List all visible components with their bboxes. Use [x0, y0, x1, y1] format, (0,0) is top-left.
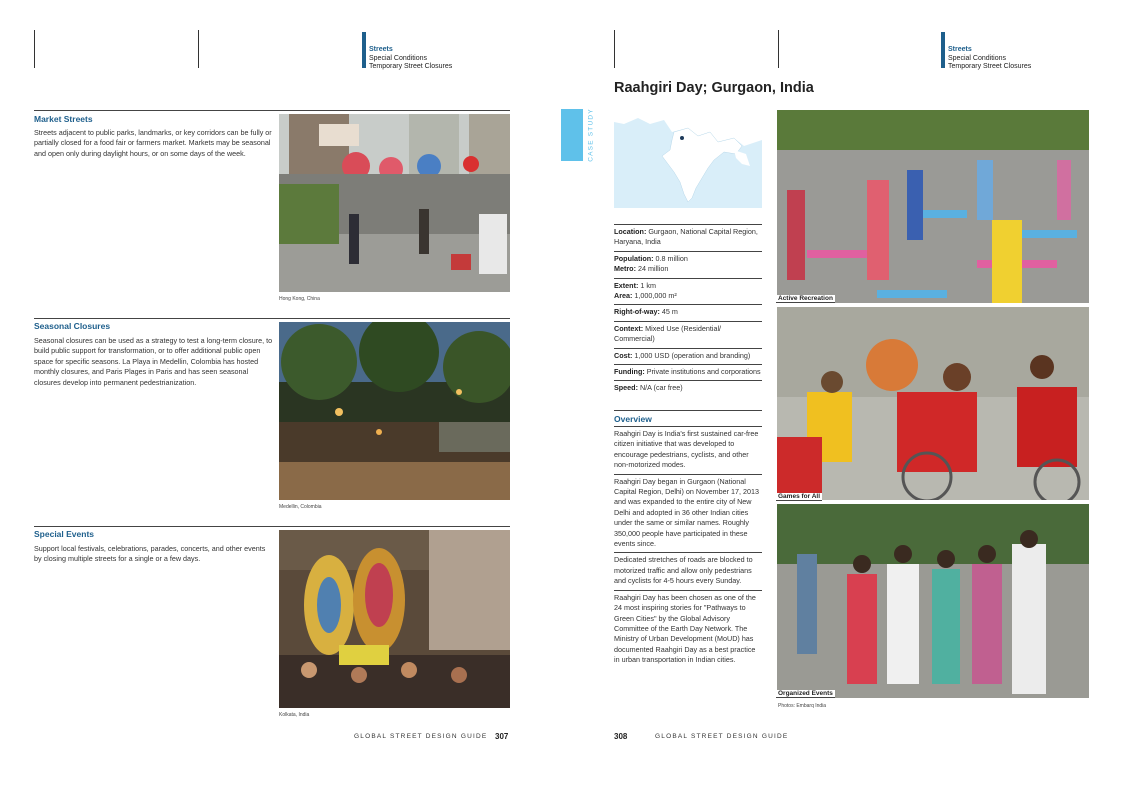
header-section: Streets — [369, 46, 393, 53]
header-tab-marker — [362, 32, 366, 68]
case-study-label — [584, 109, 598, 161]
photo-credit: Photos: Embarq India — [778, 703, 827, 709]
header-section: Streets — [948, 46, 972, 53]
fact-label: Funding: — [614, 367, 645, 377]
footer-title: GLOBAL STREET DESIGN GUIDE — [354, 733, 488, 740]
fact-label: Area: — [614, 291, 633, 301]
section-title-seasonal-closures: Seasonal Closures — [34, 321, 111, 331]
photo-label: Active Recreation — [778, 295, 833, 302]
page-number: 308 — [614, 732, 628, 741]
fact-right-of-way — [614, 304, 762, 320]
india-locator-map — [614, 110, 762, 208]
fact-value: Gurgaon, National Capital Region, Haryana, India — [614, 227, 758, 247]
page-title: Raahgiri Day; Gurgaon, India — [614, 80, 814, 96]
fact-label: Right-of-way: — [614, 307, 660, 317]
case-study-text: CASE STUDY — [587, 108, 595, 162]
fact-label: Cost: — [614, 350, 633, 360]
overview-section — [614, 410, 762, 669]
fact-value: 45 m — [659, 307, 678, 317]
fact-location — [614, 224, 762, 251]
section-rule — [34, 318, 510, 319]
overview-paragraph: Raahgiri Day began in Gurgaon (National Capital Region, Delhi) on November 17, 2013 and was expanded to the entire city of New Delhi and adopted in 36 other Indian cities under the same or similar names. Roughly 350,000 people have participated in these events since. — [614, 474, 762, 553]
fact-cost — [614, 348, 762, 364]
fact-value: 1 km — [638, 280, 656, 290]
photo-label: Games for All — [778, 493, 821, 500]
section-body-special-events: Support local festivals, celebrations, parades, concerts, and other events by closing multiple streets for a single or a few days. — [34, 544, 266, 564]
fact-value: 1,000,000 m² — [632, 291, 677, 301]
fact-funding — [614, 364, 762, 380]
fact-value: N/A (car free) — [637, 383, 683, 393]
footer-title: GLOBAL STREET DESIGN GUIDE — [655, 733, 789, 740]
fact-label: Metro: — [614, 264, 636, 274]
fact-population — [614, 251, 762, 278]
fact-value: 0.8 million — [653, 253, 688, 263]
fact-label: Speed: — [614, 383, 638, 393]
fact-label: Location: — [614, 227, 647, 236]
seasonal-closure-photo — [279, 322, 510, 500]
running-header-right — [948, 46, 1031, 72]
fact-label: Population: — [614, 253, 654, 263]
photo-caption: Medellin, Colombia — [279, 504, 322, 510]
running-header-left — [369, 46, 452, 72]
photo-caption: Hong Kong, China — [279, 296, 320, 302]
section-rule — [34, 110, 510, 111]
header-divider — [778, 30, 779, 68]
page-number: 307 — [495, 732, 509, 741]
fact-value: 1,000 USD (operation and branding) — [632, 350, 751, 360]
market-street-photo — [279, 114, 510, 292]
organized-events-photo — [777, 504, 1089, 698]
fact-value: Private institutions and corporations — [644, 367, 761, 377]
section-title-market-streets: Market Streets — [34, 114, 93, 124]
header-topic: Temporary Street Closures — [369, 63, 453, 70]
header-divider — [34, 30, 35, 68]
overview-paragraph: Raahgiri Day is India's first sustained car-free citizen initiative that was developed to encourage pedestrians, cyclists, and other non-motorized modes. — [614, 426, 762, 474]
fact-value: Mixed Use (Residential/ Commercial) — [614, 323, 722, 344]
overview-paragraph: Dedicated stretches of roads are blocked to motorized traffic and allow only pedestrians and cyclists for 4-5 hours every Sunday. — [614, 552, 762, 589]
photo-label: Organized Events — [778, 690, 833, 697]
section-body-seasonal-closures: Seasonal closures can be used as a strategy to test a long-term closure, to build public support for transformation, or to offer additional public open space for specific seasons. La Playa in Medellin, Colombia has hosted monthly closures, and Paris Plages in Paris and has seen seasonal closures develop into permanent pedestrianization. — [34, 336, 273, 387]
active-recreation-photo — [777, 110, 1089, 303]
special-event-photo — [279, 530, 510, 708]
fact-value: 24 million — [635, 264, 669, 274]
overview-paragraph: Raahgiri Day has been chosen as one of the 24 most inspiring stories for "Pathways to Green Cities" by the Global Advisory Committee of the Earth Day Network. The Ministry of Urban Development (MoUD) has documented Raahgiri Day as a best practice in urban transportation in Indian cities. — [614, 590, 762, 669]
section-title-special-events: Special Events — [34, 529, 95, 539]
header-subsection: Special Conditions — [948, 54, 1006, 62]
photo-caption: Kolkata, India — [279, 712, 310, 718]
header-subsection: Special Conditions — [369, 54, 427, 62]
header-divider — [198, 30, 199, 68]
fact-context — [614, 321, 762, 348]
case-study-tab — [561, 109, 583, 161]
overview-title: Overview — [614, 414, 652, 424]
games-for-all-photo — [777, 307, 1089, 500]
header-topic: Temporary Street Closures — [948, 63, 1032, 70]
section-rule — [34, 526, 510, 527]
fact-label: Extent: — [614, 280, 639, 290]
section-body-market-streets: Streets adjacent to public parks, landmarks, or key corridors can be fully or partially closed for a food fair or farmers market. Markets may be seasonal and open only during daylight hours, or on some days of the week. — [34, 128, 272, 158]
header-tab-marker — [941, 32, 945, 68]
fact-extent — [614, 278, 762, 305]
fact-speed — [614, 380, 762, 396]
header-divider — [614, 30, 615, 68]
fact-label: Context: — [614, 323, 644, 333]
fact-list — [614, 224, 762, 397]
